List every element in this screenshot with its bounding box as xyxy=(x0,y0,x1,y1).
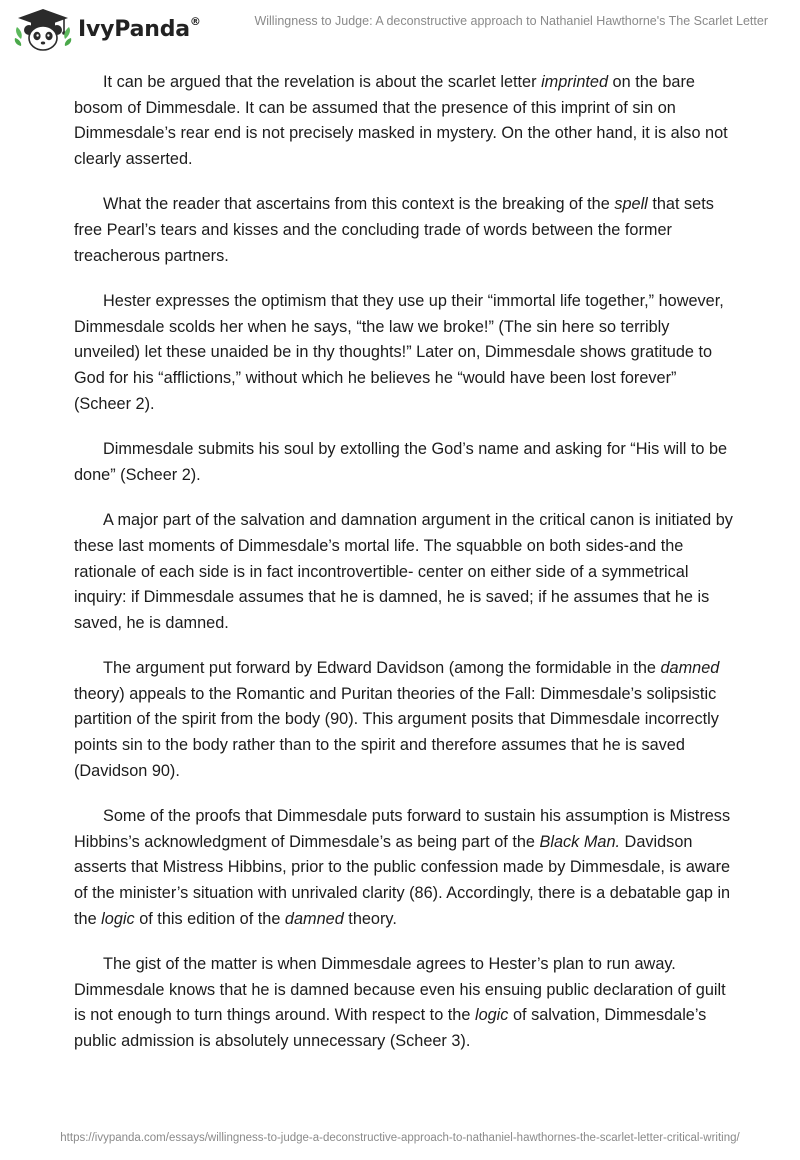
italic-term: damned xyxy=(284,909,344,928)
text-run: The argument put forward by Edward Davidson (among the formidable in the xyxy=(103,659,661,678)
essay-paragraph xyxy=(74,952,734,1054)
logo-text: IvyPanda® xyxy=(78,14,201,42)
document-title: Willingness to Judge: A deconstructive approach to Nathaniel Hawthorne's The Scarlet Letter xyxy=(254,14,768,28)
italic-term: damned xyxy=(660,659,720,678)
essay-paragraph xyxy=(74,656,734,784)
text-run: that sets free Pearl’s tears and kisses and the concluding trade of words between the former treacherous partners. xyxy=(74,195,714,265)
text-run: Dimmesdale submits his soul by extolling the God’s name and asking for “His will to be done” (Scheer 2). xyxy=(74,440,728,484)
italic-term: spell xyxy=(614,195,648,214)
text-run: theory. xyxy=(343,909,397,928)
italic-term: logic xyxy=(101,909,135,928)
essay-paragraph xyxy=(74,437,734,488)
text-run: Davidson asserts that Mistress Hibbins, prior to the public confession made by Dimmesdale, is aware of the minister’s situation with unrivaled clarity (86). Accordingly, there is a debatable gap in the xyxy=(74,832,731,928)
italic-term: imprinted xyxy=(541,73,609,91)
text-run: of salvation, Dimmesdale’s public admission is absolutely unnecessary (Scheer 3). xyxy=(74,1006,707,1050)
italic-term: Black Man. xyxy=(539,832,621,851)
essay-paragraph xyxy=(74,70,734,172)
italic-term: logic xyxy=(474,1006,509,1025)
text-run: What the reader that ascertains from this context is the breaking of the xyxy=(103,195,615,214)
panda-graduate-icon xyxy=(14,6,72,52)
essay-paragraph xyxy=(74,508,734,636)
text-run: Some of the proofs that Dimmesdale puts forward to sustain his assumption is Mistress Hibbins’s acknowledgment of Dimmesdale’s as being part of the xyxy=(74,807,731,851)
text-run: The gist of the matter is when Dimmesdale agrees to Hester’s plan to run away. Dimmesdale knows that he is damned because even his ensuing public declaration of guilt is not enough to turn things around. With respect to the xyxy=(74,955,726,1025)
text-run: A major part of the salvation and damnation argument in the critical canon is initiated by these last moments of Dimmesdale’s mortal life. The squabble on both sides-and the rationale of each side is in fact incontrovertible- center on either side of a symmetrical inquiry: if Dimmesdale assumes that he is damned, he is saved; if he assumes that he is saved, he is damned. xyxy=(74,511,733,632)
text-run: Hester expresses the optimism that they use up their “immortal life together,” however, Dimmesdale scolds her when he says, “the law we broke!” (The sin here so terribly unveiled) let these unaided be in thy thoughts!” Later on, Dimmesdale shows gratitude to God for his “afflictions,” without which he believes he “would have been lost forever” (Scheer 2). xyxy=(74,292,724,413)
text-run: of this edition of the xyxy=(134,909,285,928)
source-url[interactable]: https://ivypanda.com/essays/willingness-to-judge-a-deconstructive-approach-to-nathaniel-hawthornes-the-scarlet-letter-critical-writing/ xyxy=(60,1132,740,1144)
text-run: theory) appeals to the Romantic and Puritan theories of the Fall: Dimmesdale’s solipsistic partition of the spirit from the body (90). This argument posits that Dimmesdale incorrectly points sin to the body rather than to the spirit and therefore assumes that he is saved (Davidson 90). xyxy=(74,684,719,780)
text-run: It can be argued that the revelation is about the scarlet letter xyxy=(103,73,542,91)
page-header xyxy=(0,0,800,60)
text-run: on the bare bosom of Dimmesdale. It can be assumed that the presence of this imprint of sin on Dimmesdale’s rear end is not precisely masked in mystery. On the other hand, it is also not clearly asserted. xyxy=(74,73,728,168)
essay-paragraph xyxy=(74,192,734,269)
essay-body xyxy=(74,70,734,1075)
ivypanda-logo[interactable] xyxy=(14,6,201,52)
essay-paragraph xyxy=(74,804,734,932)
essay-paragraph xyxy=(74,289,734,417)
